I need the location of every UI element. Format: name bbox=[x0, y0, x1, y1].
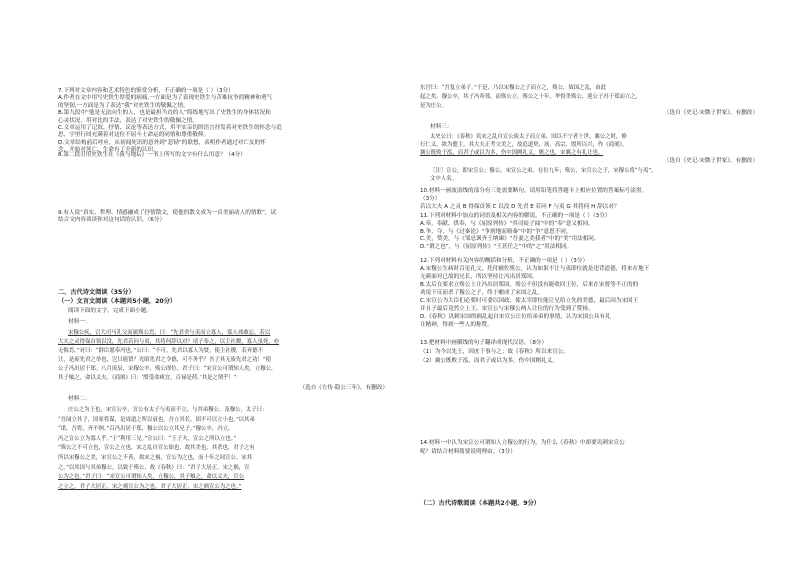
text-line: 起之矣。穆公卒，其子冯奔郑，而殇公立。殇公之十年，华督杀殇公，迎公子冯于郑而立之， bbox=[420, 94, 642, 100]
text-line: 其子飨之，命以义夫。《商颂》曰：‘殷受命咸宜，百禄是荷。’其是之谓乎！” bbox=[58, 375, 237, 381]
text-line: 让精神，得到一些人的称赞。 bbox=[420, 322, 493, 328]
reading-intro: 阅读下面的文字，完成下面小题。 bbox=[68, 308, 152, 314]
text-line: B.太后在要求立殇公上让冯出居郑国，殇公不但没有能收回王位，后来在宋督等不正的的 bbox=[420, 282, 639, 288]
material-2-source: （选自《史记·宋微子世家》，有删改） bbox=[663, 110, 758, 116]
text-line: （1）为今以先王，因庶于事与之；故《春秋》所以来宣公。 bbox=[420, 349, 569, 355]
text-line: （3分） bbox=[420, 196, 441, 202]
text-line: “诺，吾将，齐不纳。”召冯出居于郑，穆公以公立其兄子。”穆公卒，冯立， bbox=[58, 426, 234, 433]
text-line: 心灵状况。用对比的手法，表达了对史铁生的敬佩之情。 bbox=[58, 117, 198, 124]
text-line: A.宋穆公生病时召见孔父，托付辅佐殇公，认为如果不让与夷即位就是违背道德，将来在地下 bbox=[420, 266, 650, 272]
text-line: B.争，夺，与《过秦论》“争割地而赂秦”中的“争”意思不同。 bbox=[420, 228, 572, 235]
text-line: 冯之宣公立为寡人乎。”于“利用三兄。”宣公曰：“王子夫，宣公之所以立也。” bbox=[58, 435, 237, 442]
text-line: C.文章运用了记叙、抒情、议论等表达方式，用平实亲切的语言抒发着对史铁生的怀念与追 bbox=[58, 125, 282, 131]
text-line: 行仁义，欲为盟主。其大夫正考父美之，故追道契、汤、高宗，殷所以兴，作《商颂》。 bbox=[420, 142, 628, 148]
material-3-source: （选自《史记·宋微子世家》，有删改） bbox=[663, 158, 758, 164]
text-line: 12.下列对材料有关内容的概括和分析，不正确的一项是（ ）（3分） bbox=[420, 258, 589, 264]
text-line: 结合文内容谈谈你对这句话的认识。（6分） bbox=[58, 217, 166, 224]
text-line: 若以大夫 A 之灵 B 得保首领 C 以没 D 先君 E 若问 F 与夷 G 其将何 H 辞以对？ bbox=[420, 204, 620, 210]
annotation-note-cont: 文中人名。 bbox=[430, 176, 457, 182]
text-line: 是为庄公。 bbox=[420, 103, 447, 109]
text-line: “殇公之不可立也，宣公之立也，宋之乱自宣公始也，故其美也，其杀也，君子之有 bbox=[58, 445, 255, 452]
text-line: 13.把材料中画横线的句子翻译成现代汉语。（8分） bbox=[420, 340, 548, 346]
material-1-label: 材料一： bbox=[68, 319, 91, 325]
material-1-source: （选自《左传·隐公三年》，有删改） bbox=[299, 385, 388, 391]
text-line: A.作者在文中用写史铁生厚爱的病痛,一方面是为了表现史铁生与苦难抗争的精神和勇气 bbox=[58, 95, 273, 102]
subsection-2-title: （二）古代诗歌阅读（本题共2小题，9分） bbox=[420, 500, 540, 507]
text-line: “吾闻立其子，国家将谋，是周道之所以衰也，吾立其长，固不可以立小也。”以其弟 bbox=[58, 416, 255, 423]
text-line: 并且子最后竟然立上王，宋宣公与宋穆公两人让位的行为受到了赞扬。 bbox=[420, 306, 594, 312]
text-line: B.第九段中“他是无法向生的人，也是最担当直的人”简练地写出了史铁生的身体状况和 bbox=[58, 110, 271, 117]
text-line: （2）襄公既败于泓，而君子或以为多，伤中国阙礼义。 bbox=[420, 358, 558, 364]
material-2-label: 材料二： bbox=[68, 396, 91, 402]
text-line: 之。”以其国与其弟穆公，以致于殇公，故《春秋》曰：“君子大居正，宋之祸，宣 bbox=[58, 464, 250, 471]
text-line: C.宋宣公为大臣们必要时可委以国政，使太宰即位能让兄给立先的美德，最后因为宋国王 bbox=[420, 298, 639, 304]
text-line: 呢？请结合材料简要说明理由。（3分） bbox=[420, 449, 516, 455]
text-line: 襄公既败于泓，而君子或以为多，伤中国阙礼义，褒之也，宋襄之有礼让也。 bbox=[420, 150, 604, 156]
text-line: 庄公之为王也，宋宣公卒，宣公有太子与夷而不立，与其弟穆公。及穆公，太子曰： bbox=[68, 407, 268, 413]
section-2-title: 二、古代诗文阅读（35分） bbox=[58, 289, 135, 296]
annotation-note: ［注］宣公，即宋宣公；穆公，宋宣公之弟，在位九年；殇公，宋宣公之子，宋穆公将“与夷”， bbox=[430, 168, 657, 174]
text-line: 9.有人说“真实、哲理、情感融成了抒情散文，使他的散文成为一首美丽动人的情歌”，试 bbox=[58, 210, 277, 216]
text-line: 10.材料一画波浪线的部分有三处需要断句，请用铅笔将答题卡上相应位置的答案标号涂黑。 bbox=[420, 188, 648, 194]
material-3-label: 材料三： bbox=[430, 124, 453, 130]
subsection-1-title: （一）文言文阅读（本题共5小题，20分） bbox=[58, 298, 177, 305]
text-line: 大夫之灵得保首领以没，先君若问与夷，其将何辞以对？请子奉之，以主社稷，寡人虽死，亦 bbox=[58, 339, 280, 345]
text-line: 思，字里行间充满着对这位不屈斗士命运的同情和尊重敬仰。 bbox=[58, 132, 210, 139]
text-line: D.《春秋》讥刺宋国的祸乱起自宋宣公让位给弟弟的事情，认为宋国公具有礼 bbox=[420, 314, 611, 320]
text-line: 无悔焉。”对曰：“群臣愿奉冯也。”公曰：“不可。先君以寡人为贤，使主社稷。若弃德不 bbox=[58, 348, 264, 354]
text-line: 所以宋穆公之美，宋宣公之不善，故宋之祸，宣公为之也，而十年之间宣公。宋其 bbox=[58, 455, 253, 461]
text-line: 的坚韧,一方面是为了表达“我”对史铁生的敬佩之情。 bbox=[58, 102, 189, 109]
text-line: 14.材料一中认为宋宣公可谓知人立穆公的行为，为什么《春秋》中却要讥刺宋宣公 bbox=[420, 440, 625, 446]
text-line: 让，是废先君之举也，岂曰能贤？光昭先君之令德，可不务乎？吾子其无废先君之功！”使 bbox=[58, 357, 271, 363]
text-line: 公为之也。”君子曰：“宋宣公可谓知人矣，立穆公，其子飨之，命以义夫，宣公 bbox=[58, 474, 245, 481]
text-line: A.奉，奉献、供奉，与《屈原列传》“其司徒子闻”中的“奉”意义相同。 bbox=[420, 220, 594, 227]
text-line: C.美，赞美，与《邹忌讽齐王纳谏》“吾妻之美我者”中的“美”用法相同。 bbox=[420, 236, 600, 243]
text-line: 劝说下反而杀了穆公之子，终于酿成了宋国之乱。 bbox=[420, 290, 544, 296]
text-line: 公子冯出居于郑。八月庚辰，宋穆公卒，殇公即位。君子曰：“宋宣公可谓知人矣。立穆公， bbox=[58, 366, 277, 372]
text-line: 宋穆公疾，召大司马孔父而属殇公焉，曰：“先君舍与夷而立寡人，寡人弗敢忘。若以 bbox=[68, 330, 271, 336]
question-8: 8.第二段引用史铁生在《我与地坛》一书上所写的文字有什么用意？（4分） bbox=[58, 152, 246, 158]
text-line: D.文章结构前后呼应，从初闻死讯的意外到“悲恸”的联想，表明作者通过对亡友的怀 bbox=[58, 139, 266, 146]
text-line: D.“谓之也”，与《屈原列传》“王甚任之”中的“之”用法相同。 bbox=[420, 244, 573, 251]
text-line: 念，开始对死亡、生命有了全新的认识。 bbox=[58, 147, 159, 154]
text-line: 7.下列对文章内容和艺术特色的鉴赏分析，不正确的一项是（ ）（3分） bbox=[58, 88, 234, 94]
text-line: 之立之，君子大居正，宋之祸宣公为之也。君子大居正，宋之祸宣公为之也。” bbox=[58, 483, 242, 490]
text-line: 11.下列对材料中加点的词语及相关内容的解说，不正确的一项是（ ）（3分） bbox=[420, 213, 611, 219]
text-line: 东宫曰：“吾复立弟子。”于是，乃以宋穆公之子而立之，殇公，故国之乱，由此 bbox=[420, 85, 607, 91]
text-line: 太史公曰：《春秋》讥宋之乱自宣公废太子而立弟，国以不宁者十世。襄公之时，修 bbox=[430, 134, 627, 140]
text-line: 无颜面对已故的兄长，所以坚持让冯出居郑国。 bbox=[420, 274, 538, 280]
